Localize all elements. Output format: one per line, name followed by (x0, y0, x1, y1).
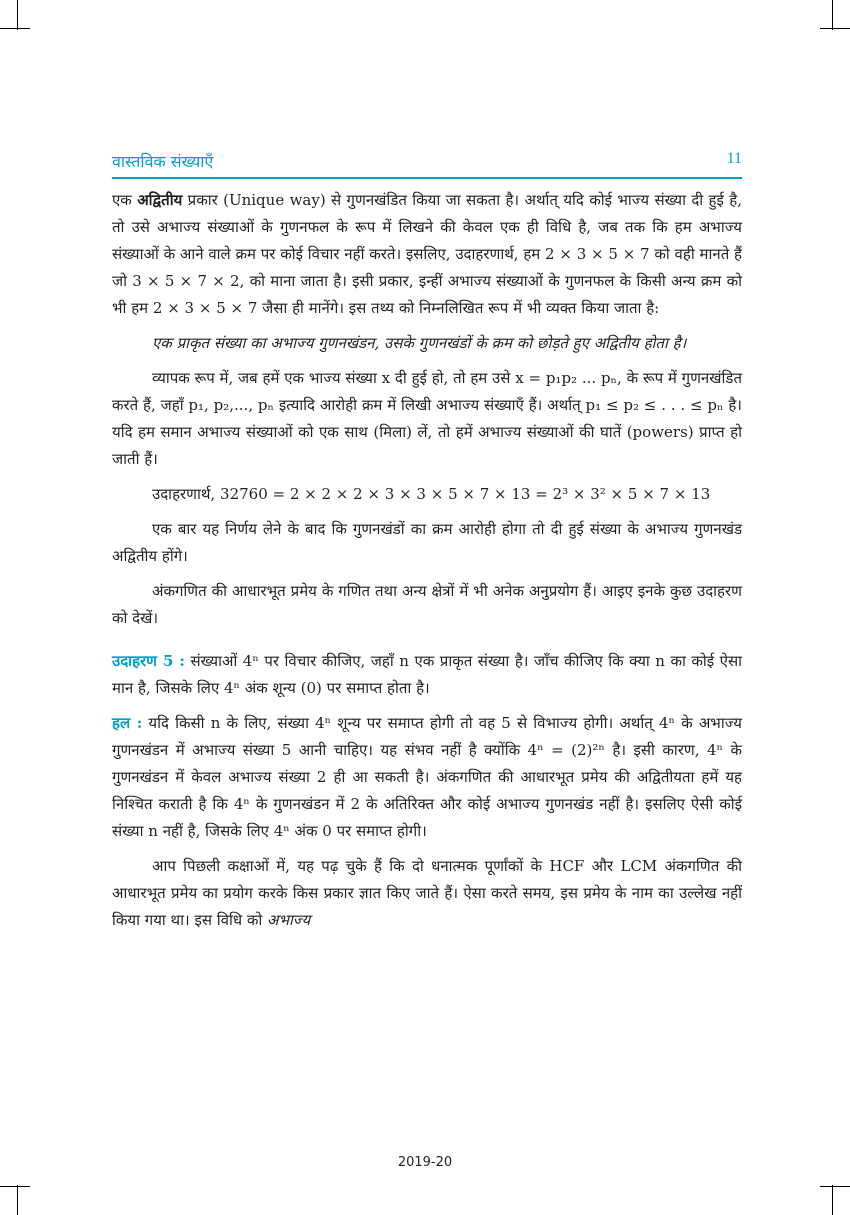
page-body (112, 187, 742, 942)
running-header (112, 150, 742, 174)
paragraph-ascending-order: एक बार यह निर्णय लेने के बाद कि गुणनखंडों का क्रम आरोही होगा तो दी हुई संख्या के अभाज्य गुणनखंड अद्वितीय होंगे। (112, 520, 742, 565)
header-rule (112, 177, 742, 179)
chapter-title: वास्तविक संख्याएँ (112, 152, 214, 171)
solution: हल : यदि किसी n के लिए, संख्या 4ⁿ शून्य पर समाप्त होगी तो वह 5 से विभाज्य होगी। अर्थात् 4ⁿ के अभाज्य गुणनखंडन में अभाज्य संख्या 5 आनी चाहिए। यह संभव नहीं है क्योंकि 4ⁿ = (2)²ⁿ है। इसी कारण, 4ⁿ के गुणनखंडन में केवल अभाज्य संख्या 2 ही आ सकती है। अंकगणित की आधारभूत प्रमेय की अद्वितीयता हमें यह निश्चित कराती है कि 4ⁿ के गुणनखंडन में 2 के अतिरिक्त और कोई अभाज्य गुणनखंड नहीं है। इसलिए ऐसी कोई संख्या n नहीं है, जिसके लिए 4ⁿ अंक 0 पर समाप्त होगी। (112, 714, 742, 840)
crop-mark (820, 28, 850, 29)
crop-mark (0, 1186, 30, 1187)
paragraph-applications: अंकगणित की आधारभूत प्रमेय के गणित तथा अन्य क्षेत्रों में भी अनेक अनुप्रयोग हैं। आइए इनके कुछ उदाहरण को देखें। (112, 582, 742, 627)
example-equation: उदाहरणार्थ, 32760 = 2 × 2 × 2 × 3 × 3 × 5 × 7 × 13 = 2³ × 3² × 5 × 7 × 13 (152, 485, 711, 503)
italic-term: अभाज्य (267, 911, 311, 929)
crop-mark (0, 28, 30, 29)
solution-label: हल : (112, 714, 143, 732)
paragraph-hcf-lcm: आप पिछली कक्षाओं में, यह पढ़ चुके हैं कि दो धनात्मक पूर्णांकों के HCF और LCM अंकगणित की आधारभूत प्रमेय का प्रयोग करके किस प्रकार ज्ञात किए जाते हैं। ऐसा करते समय, इस प्रमेय के नाम का उल्लेख नहीं किया गया था। इस विधि को अभाज्य (112, 857, 742, 929)
page-number: 11 (726, 150, 742, 167)
paragraph-general-form: व्यापक रूप में, जब हमें एक भाज्य संख्या x दी हुई हो, तो हम उसे x = p₁p₂ ... pₙ, के रूप में गुणनखंडित करते हैं, जहाँ p₁, p₂,..., pₙ इत्यादि आरोही क्रम में लिखी अभाज्य संख्याएँ हैं। अर्थात् p₁ ≤ p₂ ≤ . . . ≤ pₙ है। यदि हम समान अभाज्य संख्याओं को एक साथ (मिला) लें, तो हमें अभाज्य संख्याओं की घातें (powers) प्राप्त हो जाती हैं। (112, 369, 742, 468)
crop-mark (832, 0, 833, 30)
footer-year: 2019-20 (397, 1155, 453, 1170)
crop-mark (820, 1186, 850, 1187)
theorem-statement: एक प्राकृत संख्या का अभाज्य गुणनखंडन, उसके गुणनखंडों के क्रम को छोड़ते हुए अद्वितीय होता है। (152, 334, 687, 352)
example-5: उदाहरण 5 : संख्याओं 4ⁿ पर विचार कीजिए, जहाँ n एक प्राकृत संख्या है। जाँच कीजिए कि क्या n का कोई ऐसा मान है, जिसके लिए 4ⁿ अंक शून्य (0) पर समाप्त होता है। (112, 652, 743, 697)
crop-mark (832, 1185, 833, 1215)
bold-term: अद्वितीय (137, 191, 183, 209)
paragraph-unique-factorization: एक अद्वितीय प्रकार (Unique way) से गुणनखंडित किया जा सकता है। अर्थात् यदि कोई भाज्य संख्या दी हुई है, तो उसे अभाज्य संख्याओं के गुणनफल के रूप में लिखने की केवल एक ही विधि है, जब तक कि हम अभाज्य संख्याओं के आने वाले क्रम पर कोई विचार नहीं करते। इसलिए, उदाहरणार्थ, हम 2 × 3 × 5 × 7 को वही मानते हैं जो 3 × 5 × 7 × 2, को माना जाता है। इसी प्रकार, इन्हीं अभाज्य संख्याओं के गुणनफल के किसी अन्य क्रम को भी हम 2 × 3 × 5 × 7 जैसा ही मानेंगे। इस तथ्य को निम्नलिखित रूप में भी व्यक्त किया जाता है: (112, 191, 742, 317)
crop-mark (17, 1185, 18, 1215)
example-label: उदाहरण 5 : (112, 652, 185, 670)
crop-mark (17, 0, 18, 30)
